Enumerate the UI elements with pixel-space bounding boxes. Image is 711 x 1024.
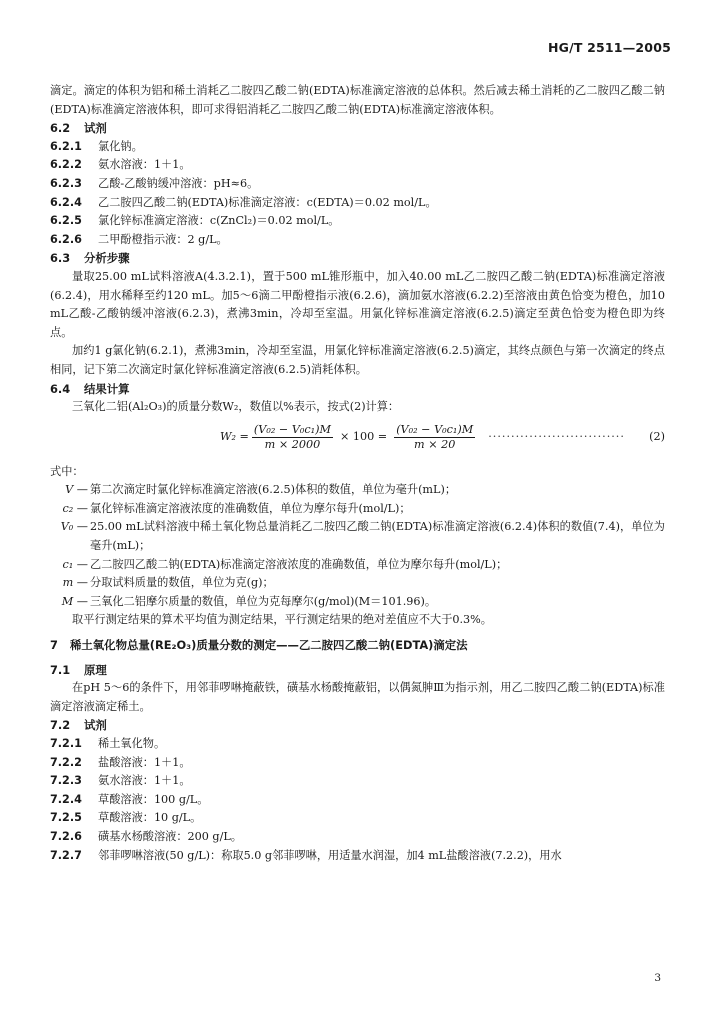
list-item bbox=[50, 175, 665, 194]
section-6-4-heading bbox=[50, 380, 665, 399]
section-number: 6.2 bbox=[50, 121, 71, 136]
fraction-denominator: m × 2000 bbox=[264, 438, 321, 452]
item-number: 6.2.2 bbox=[50, 158, 82, 172]
list-item bbox=[50, 138, 665, 157]
section-title: 结果计算 bbox=[84, 381, 130, 396]
item-text: 氯化锌标准滴定溶液：c(ZnCl₂)＝0.02 mol/L。 bbox=[98, 214, 340, 228]
item-text: 邻菲啰啉溶液(50 g/L)：称取5.0 g邻菲啰啉，用适量水润湿，加4 mL盐酸溶液(7.2.2)，用水 bbox=[98, 848, 562, 862]
symbol: c₂ — bbox=[62, 501, 88, 515]
section-7-2-heading bbox=[50, 716, 665, 735]
symbol-row bbox=[50, 500, 665, 519]
symbol: V₀ — bbox=[60, 520, 88, 534]
item-text: 乙酸-乙酸钠缓冲溶液：pH≈6。 bbox=[98, 176, 259, 190]
list-item bbox=[50, 735, 665, 754]
formula-times: × 100 = bbox=[339, 430, 388, 444]
formula-lhs: W₂ = bbox=[220, 430, 249, 444]
section-title: 分析步骤 bbox=[84, 251, 130, 266]
standard-number: HG/T 2511—2005 bbox=[547, 40, 671, 55]
item-number: 7.2.2 bbox=[50, 755, 82, 769]
section-title: 稀土氧化物总量(RE₂O₃)质量分数的测定——乙二胺四乙酸二钠(EDTA)滴定法 bbox=[70, 638, 468, 653]
section-number: 7.2 bbox=[50, 718, 71, 733]
section-title: 试剂 bbox=[84, 718, 107, 733]
section-7-heading bbox=[50, 636, 665, 655]
item-number: 7.2.7 bbox=[50, 848, 82, 862]
symbol-row bbox=[50, 593, 665, 612]
section-7-2-list bbox=[50, 735, 665, 865]
item-number: 6.2.4 bbox=[50, 195, 82, 209]
section-6-2-heading bbox=[50, 119, 665, 138]
fraction-denominator: m × 20 bbox=[414, 438, 456, 452]
item-text: 氨水溶液：1＋1。 bbox=[98, 158, 191, 172]
list-item bbox=[50, 156, 665, 175]
item-number: 7.2.6 bbox=[50, 829, 82, 843]
formula-2 bbox=[50, 421, 665, 455]
item-text: 氨水溶液：1＋1。 bbox=[98, 774, 191, 788]
closing-paragraph: 取平行测定结果的算术平均值为测定结果，平行测定结果的绝对差值应不大于0.3%。 bbox=[72, 613, 492, 627]
symbol-definition: 乙二胺四乙酸二钠(EDTA)标准滴定溶液浓度的准确数值，单位为摩尔每升(mol/L)； bbox=[90, 557, 508, 571]
list-item bbox=[50, 194, 665, 213]
item-number: 7.2.1 bbox=[50, 737, 82, 750]
item-text: 盐酸溶液：1＋1。 bbox=[98, 755, 191, 769]
section-number: 6.4 bbox=[50, 381, 71, 396]
item-text: 草酸溶液：10 g/L。 bbox=[98, 811, 202, 825]
list-item bbox=[50, 212, 665, 231]
symbol-row bbox=[50, 518, 665, 555]
section-number: 7.1 bbox=[50, 662, 71, 677]
item-text: 磺基水杨酸溶液：200 g/L。 bbox=[98, 829, 242, 843]
section-number: 6.3 bbox=[50, 251, 71, 266]
symbol: V — bbox=[65, 483, 88, 497]
list-item bbox=[50, 754, 665, 773]
item-number: 6.2.5 bbox=[50, 214, 82, 228]
calculation-lead: 三氧化二铝(Al₂O₃)的质量分数W₂，数值以%表示，按式(2)计算： bbox=[72, 400, 400, 414]
list-item bbox=[50, 847, 665, 866]
item-text: 氯化钠。 bbox=[98, 139, 143, 153]
document-body bbox=[50, 82, 665, 865]
item-number: 7.2.5 bbox=[50, 811, 82, 825]
section-title: 原理 bbox=[84, 662, 107, 677]
symbol-definition: 分取试料质量的数值，单位为克(g)； bbox=[90, 576, 274, 590]
symbol-row bbox=[50, 556, 665, 575]
section-number: 7 bbox=[50, 638, 58, 653]
symbol: m — bbox=[62, 576, 88, 590]
item-number: 6.2.6 bbox=[50, 232, 82, 246]
list-item bbox=[50, 809, 665, 828]
section-6-3-heading bbox=[50, 249, 665, 268]
symbol-row bbox=[50, 481, 665, 500]
page-number: 3 bbox=[654, 972, 661, 984]
symbol-definition: 氯化锌标准滴定溶液浓度的准确数值，单位为摩尔每升(mol/L)； bbox=[90, 501, 411, 515]
where-label: 式中： bbox=[50, 464, 84, 478]
fraction-numerator: (V₀₂ − V₀c₁)M bbox=[253, 423, 331, 437]
procedure-paragraph: 加约1 g氯化钠(6.2.1)，煮沸3min，冷却至室温，用氯化锌标准滴定溶液(6.2.5)滴定，其终点颜色与第一次滴定的终点相同，记下第二次滴定时氯化锌标准滴定溶液(6.2.5)消耗体积。 bbox=[50, 344, 665, 376]
item-text: 二甲酚橙指示液：2 g/L。 bbox=[98, 232, 228, 246]
symbol-definitions bbox=[50, 481, 665, 611]
item-number: 6.2.1 bbox=[50, 139, 82, 153]
symbol-row bbox=[50, 574, 665, 593]
equation-number: (2) bbox=[649, 430, 665, 444]
item-number: 7.2.4 bbox=[50, 792, 82, 806]
formula-fraction-2 bbox=[394, 423, 475, 452]
symbol-definition: 25.00 mL试料溶液中稀土氧化物总量消耗乙二胺四乙酸二钠(EDTA)标准滴定溶液(6.2.4)体积的数值(7.4)，单位为毫升(mL)； bbox=[90, 520, 665, 553]
list-item bbox=[50, 231, 665, 250]
procedure-paragraph: 量取25.00 mL试料溶液A(4.3.2.1)，置于500 mL锥形瓶中，加入40.00 mL乙二胺四乙酸二钠(EDTA)标准滴定溶液(6.2.4)，用水稀释至约120 mL。加5～6滴二甲酚橙指示液(6.2.6)，滴加氨水溶液(6.2.2)至溶液由黄色恰变为橙色，加10 mL乙酸-乙酸钠缓冲溶液(6.2.3)，煮沸3min，冷却至室温。用氯化锌标准滴定溶液(6.2.5)滴定至黄色恰变为橙色即为终点。 bbox=[50, 269, 665, 339]
list-item bbox=[50, 828, 665, 847]
intro-paragraph: 滴定。滴定的体积为铝和稀土消耗乙二胺四乙酸二钠(EDTA)标准滴定溶液的总体积。然后减去稀土消耗的乙二胺四乙酸二钠(EDTA)标准滴定溶液体积，即可求得铝消耗乙二胺四乙酸二钠(EDTA)标准滴定溶液体积。 bbox=[50, 84, 665, 116]
symbol: M — bbox=[61, 594, 88, 608]
item-number: 6.2.3 bbox=[50, 176, 82, 190]
leader-dots: ······························ bbox=[488, 430, 625, 444]
list-item bbox=[50, 772, 665, 791]
fraction-numerator: (V₀₂ − V₀c₁)M bbox=[396, 423, 474, 437]
principle-paragraph: 在pH 5～6的条件下，用邻菲啰啉掩蔽铁，磺基水杨酸掩蔽铝，以偶氮胂Ⅲ为指示剂，用乙二胺四乙酸二钠(EDTA)标准滴定溶液滴定稀土。 bbox=[50, 681, 665, 713]
section-7-1-heading bbox=[50, 661, 665, 680]
item-text: 草酸溶液：100 g/L。 bbox=[98, 792, 209, 806]
list-item bbox=[50, 791, 665, 810]
item-number: 7.2.3 bbox=[50, 774, 82, 788]
formula-fraction-1 bbox=[252, 423, 333, 452]
symbol-definition: 第二次滴定时氯化锌标准滴定溶液(6.2.5)体积的数值，单位为毫升(mL)； bbox=[90, 483, 457, 497]
item-text: 稀土氧化物。 bbox=[98, 737, 166, 750]
item-text: 乙二胺四乙酸二钠(EDTA)标准滴定溶液：c(EDTA)＝0.02 mol/L。 bbox=[98, 195, 437, 209]
symbol: c₁ — bbox=[62, 557, 88, 571]
section-title: 试剂 bbox=[84, 121, 107, 136]
symbol-definition: 三氧化二铝摩尔质量的数值，单位为克每摩尔(g/mol)(M＝101.96)。 bbox=[90, 594, 437, 608]
section-6-2-list bbox=[50, 138, 665, 250]
